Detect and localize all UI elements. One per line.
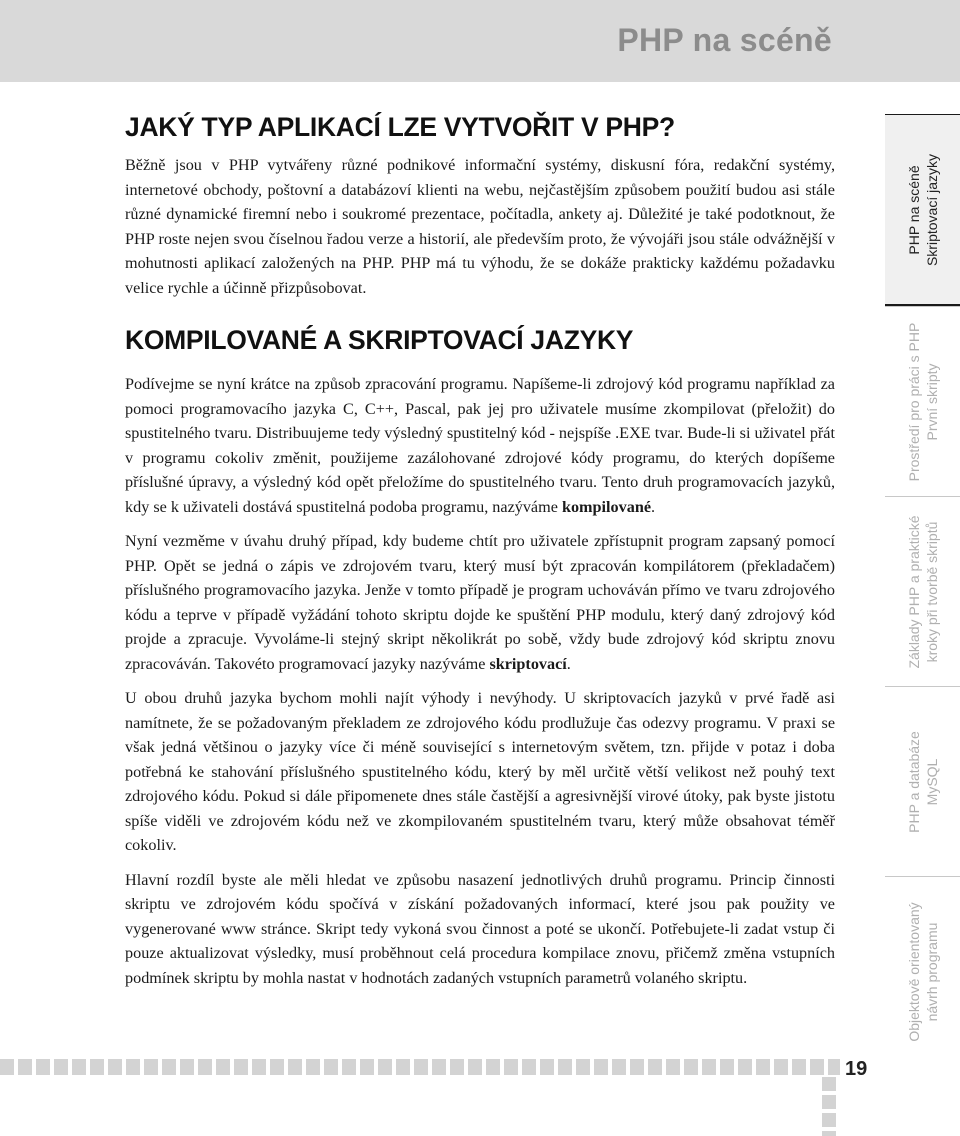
page-number: 19 — [845, 1058, 868, 1080]
tab-label-line2: První skripty — [923, 363, 940, 441]
tab-label-line1: PHP na scéně — [905, 164, 922, 255]
bold-term-scripting: skriptovací — [489, 654, 567, 673]
bold-term-compiled: kompilované — [561, 497, 652, 516]
paragraph-app-types: Běžně jsou v PHP vytvářeny různé podnikové informační systémy, diskusní fóra, redakční systémy, internetové obchody, poštovní a databázoví klienti na webu, nejčastějším způsobem použití budou asi stále různé dynamické firemní nebo i soukromé prezentace, počítadla, ankety aj. Důležité je také podotknout, že PHP roste nejen svou číselnou řadou verze a historií, ale především proto, že vývojáři jsou stále odvážnější v mohutnosti aplikací založených na PHP. PHP má tu výhodu, že se dokáže prakticky každému požadavku velice rychle a účinně přizpůsobovat. — [125, 156, 835, 297]
tab-prostredi[interactable] — [885, 306, 960, 496]
chapter-title: PHP na scéně — [617, 22, 832, 58]
tab-label-line2: návrh programu — [923, 922, 940, 1021]
tab-php-databaze[interactable] — [885, 686, 960, 876]
tab-label-line2: kroky při tvorbě skriptů — [923, 521, 940, 662]
tab-label-line1: Prostředí pro práci s PHP — [905, 322, 922, 481]
tab-objektove[interactable] — [885, 876, 960, 1066]
header-band — [0, 0, 960, 82]
tab-label-line1: PHP a databáze — [905, 730, 922, 833]
main-content — [125, 112, 835, 1000]
decorative-square-strip — [0, 1059, 840, 1075]
chapter-tabs — [885, 114, 960, 1066]
paragraph-compiled: Podívejme se nyní krátce na způsob zpracování programu. Napíšeme-li zdrojový kód programu například za pomoci programovacího jazyka C, C++, Pascal, pak jej pro uživatele musíme zkompilovat (přeložit) do spustitelného tvaru. Distribuujeme tedy výsledný spustitelný kód - nejspíše .EXE tvar. Bude-li si uživatel přát v programu cokoliv změnit, použijeme zazálohované zdrojové kódy programu, do kterých dopíšeme příslušné úpravy, a výsledný kód opět přeložíme do spustitelného tvaru. Tento druh programovacích jazyků, kdy se k uživateli dostává spustitelná podoba programu, nazýváme kompilované. — [125, 375, 835, 516]
tab-zaklady-php[interactable] — [885, 496, 960, 686]
paragraph-main-difference: Hlavní rozdíl byste ale měli hledat ve způsobu nasazení jednotlivých druhů programu. Princip činnosti skriptu ve zdrojovém kódu spočívá v získání požadovaných informací, které jsou pak použity ve vygenerované www stránce. Skript tedy vykoná svou činnost a poté se ukončí. Potřebujete-li zadat vstup či pouze aktualizovat výsledky, musí proběhnout celá procedura kompilace znovu, přičemž změna vstupních podmínek skriptu by mohla nastat v hodnotách zadaných vstupních parametrů volaného skriptu. — [125, 870, 835, 987]
section-heading-compiled-scripting: KOMPILOVANÉ A SKRIPTOVACÍ JAZYKY — [125, 325, 634, 355]
tab-label-line1: Základy PHP a praktické — [905, 514, 922, 669]
tab-label-line2: MySQL — [923, 758, 940, 805]
paragraph-pros-cons: U obou druhů jazyka bychom mohli najít výhody i nevýhody. U skriptovacích jazyků v prvé řadě asi namítnete, že se požadovaným překladem ze zdrojového kódu prodlužuje čas odezvy programu. V praxi se však jedná většinou o jazyky více či méně související s internetovým světem, tzn. přijde v potaz i doba potřebná ke stahování příslušného spustitelného kódu, který by měl určitě větší velikost než pouhý text zdrojového kódu. Pokud si dále připomenete dnes stále častější a agresivnější virové útoky, pak byste jistotu spíše viděli ve zdrojovém kódu než ve zkompilovaném spustitelném tvaru, který může obsahovat téměř cokoliv. — [125, 689, 835, 854]
decorative-square-column — [822, 1077, 836, 1136]
tab-label-line2: Skriptovací jazyky — [923, 153, 940, 266]
paragraph-scripting: Nyní vezměme v úvahu druhý případ, kdy budeme chtít pro uživatele zpřístupnit program zapsaný pomocí PHP. Opět se jedná o zápis ve zdrojovém tvaru, který musí být zpracován kompilátorem (překladačem) příslušného programovacího jazyka. Jenže v tomto případě je program uchováván přímo ve tvaru zdrojového kódu a teprve v případě vyžádání tohoto skriptu dojde ke spuštění PHP modulu, který daný zdrojový kód projde a zpracuje. Vyvoláme-li stejný skript několikrát po sobě, vždy bude zdrojový kód skriptu znovu zpracováván. Takovéto programovací jazyky nazýváme skriptovací. — [125, 532, 835, 673]
tab-php-na-scene[interactable] — [885, 114, 960, 306]
section-heading-app-types: JAKÝ TYP APLIKACÍ LZE VYTVOŘIT V PHP? — [125, 112, 675, 142]
tab-label-line1: Objektově orientovaný — [905, 901, 922, 1042]
